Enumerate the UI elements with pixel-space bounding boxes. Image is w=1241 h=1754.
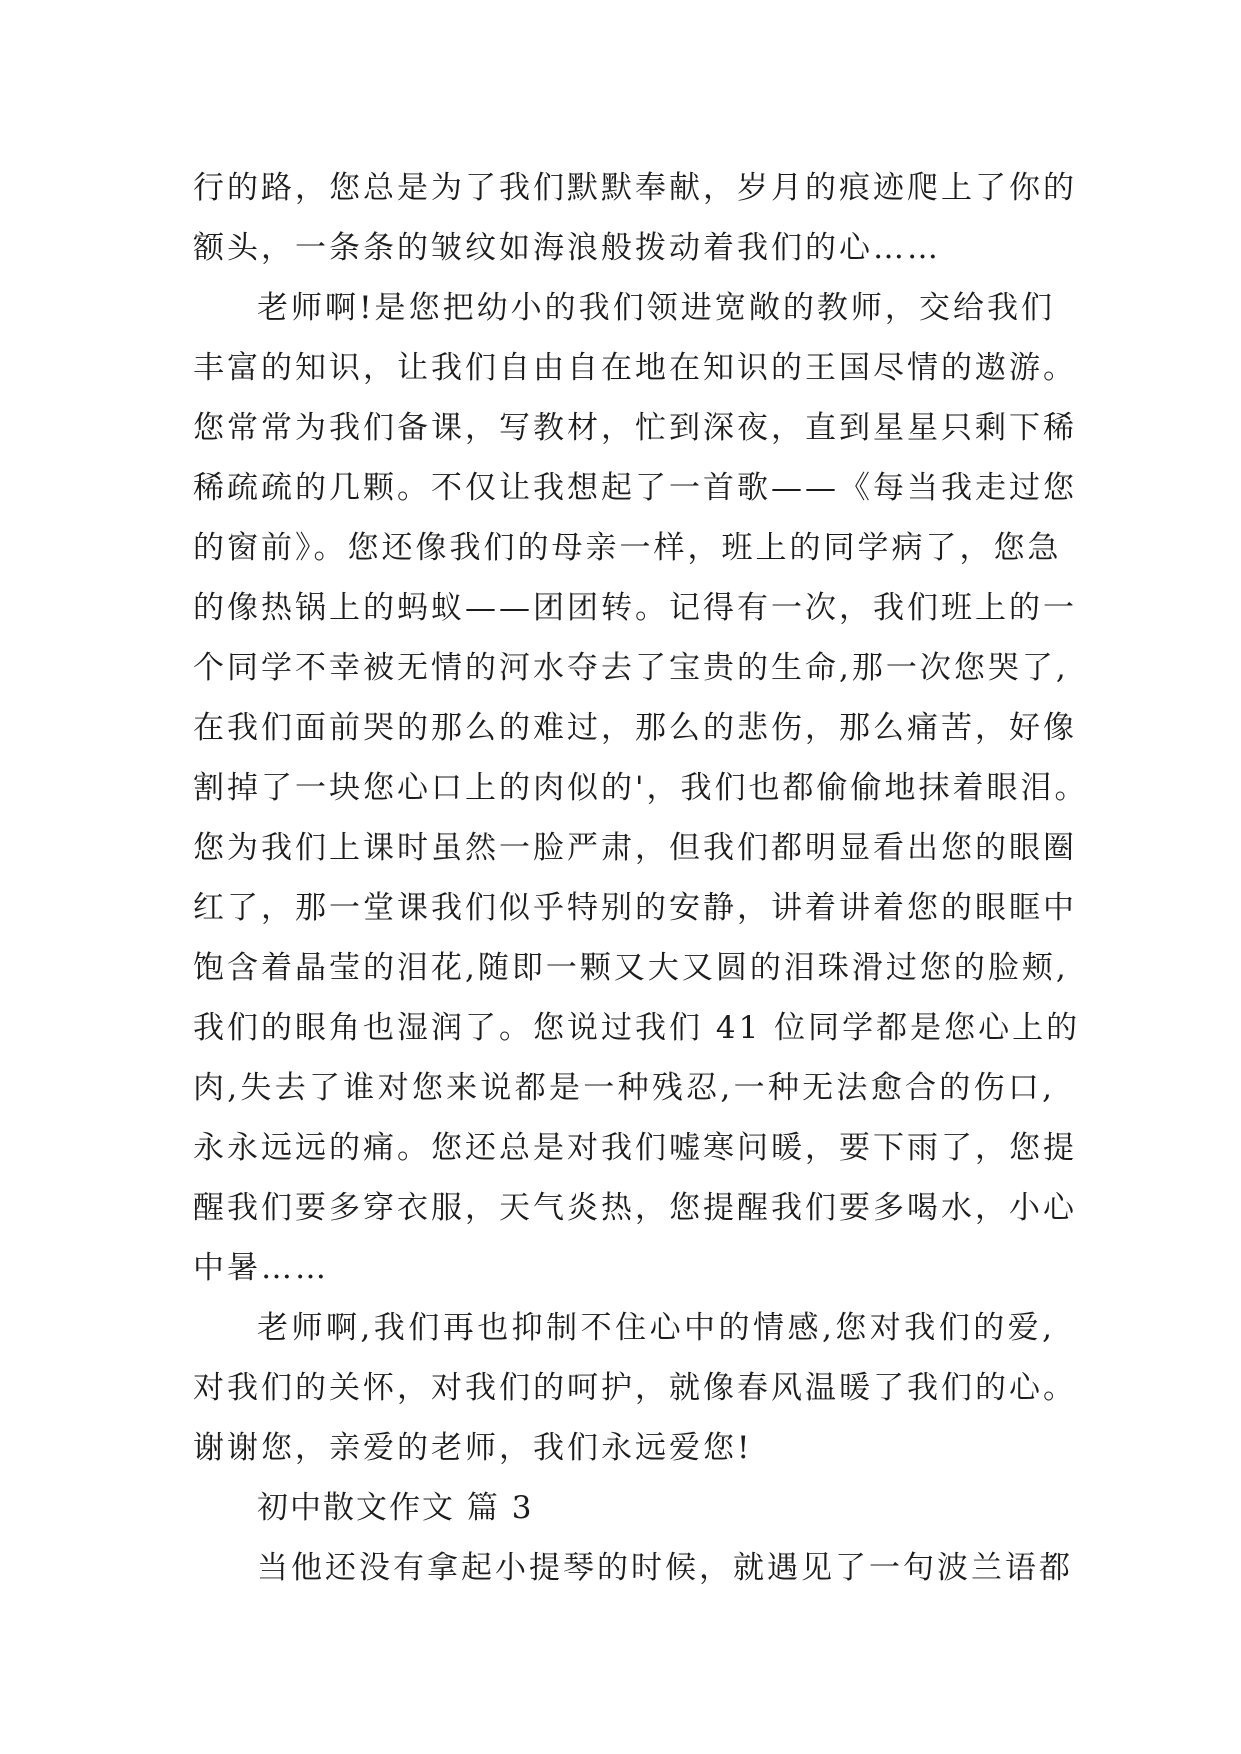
text-line: 醒我们要多穿衣服，天气炎热，您提醒我们要多喝水，小心	[193, 1190, 1077, 1226]
paragraph-first-line: 老师啊!是您把幼小的我们领进宽敞的教师，交给我们	[257, 290, 1055, 326]
text-line: 割掉了一块您心口上的肉似的'，我们也都偷偷地抹着眼泪。	[193, 770, 1089, 806]
section-heading: 初中散文作文 篇 3	[257, 1490, 534, 1526]
text-line: 稀疏疏的几颗。不仅让我想起了一首歌——《每当我走过您	[193, 470, 1077, 506]
paragraph-first-line: 老师啊,我们再也抑制不住心中的情感,您对我们的爱,	[257, 1310, 1055, 1346]
text-line: 的窗前》。您还像我们的母亲一样，班上的同学病了，您急	[193, 530, 1062, 566]
text-line: 永永远远的痛。您还总是对我们嘘寒问暖，要下雨了，您提	[193, 1130, 1077, 1166]
text-line: 的像热锅上的蚂蚁——团团转。记得有一次，我们班上的一	[193, 590, 1077, 626]
text-line: 行的路，您总是为了我们默默奉献，岁月的痕迹爬上了你的	[193, 170, 1077, 206]
text-line: 个同学不幸被无情的河水夺去了宝贵的生命,那一次您哭了,	[193, 650, 1069, 686]
text-line: 额头，一条条的皱纹如海浪般拨动着我们的心……	[193, 230, 941, 266]
paragraph-first-line: 当他还没有拿起小提琴的时候，就遇见了一句波兰语都	[257, 1550, 1073, 1586]
text-line: 您常常为我们备课，写教材，忙到深夜，直到星星只剩下稀	[193, 410, 1077, 446]
text-line: 您为我们上课时虽然一脸严肃，但我们都明显看出您的眼圈	[193, 830, 1077, 866]
text-line: 在我们面前哭的那么的难过，那么的悲伤，那么痛苦，好像	[193, 710, 1077, 746]
text-line: 对我们的关怀，对我们的呵护，就像春风温暖了我们的心。	[193, 1370, 1077, 1406]
text-line: 谢谢您，亲爱的老师，我们永远爱您!	[193, 1430, 753, 1466]
text-line: 饱含着晶莹的泪花,随即一颗又大又圆的泪珠滑过您的脸颊,	[193, 950, 1069, 986]
text-line: 中暑……	[193, 1250, 329, 1286]
document-body	[193, 158, 1089, 1598]
text-line: 我们的眼角也湿润了。您说过我们 41 位同学都是您心上的	[193, 1010, 1081, 1046]
text-line: 红了，那一堂课我们似乎特别的安静，讲着讲着您的眼眶中	[193, 890, 1077, 926]
text-line: 丰富的知识，让我们自由自在地在知识的王国尽情的遨游。	[193, 350, 1077, 386]
text-line: 肉,失去了谁对您来说都是一种残忍,一种无法愈合的伤口,	[193, 1070, 1055, 1106]
